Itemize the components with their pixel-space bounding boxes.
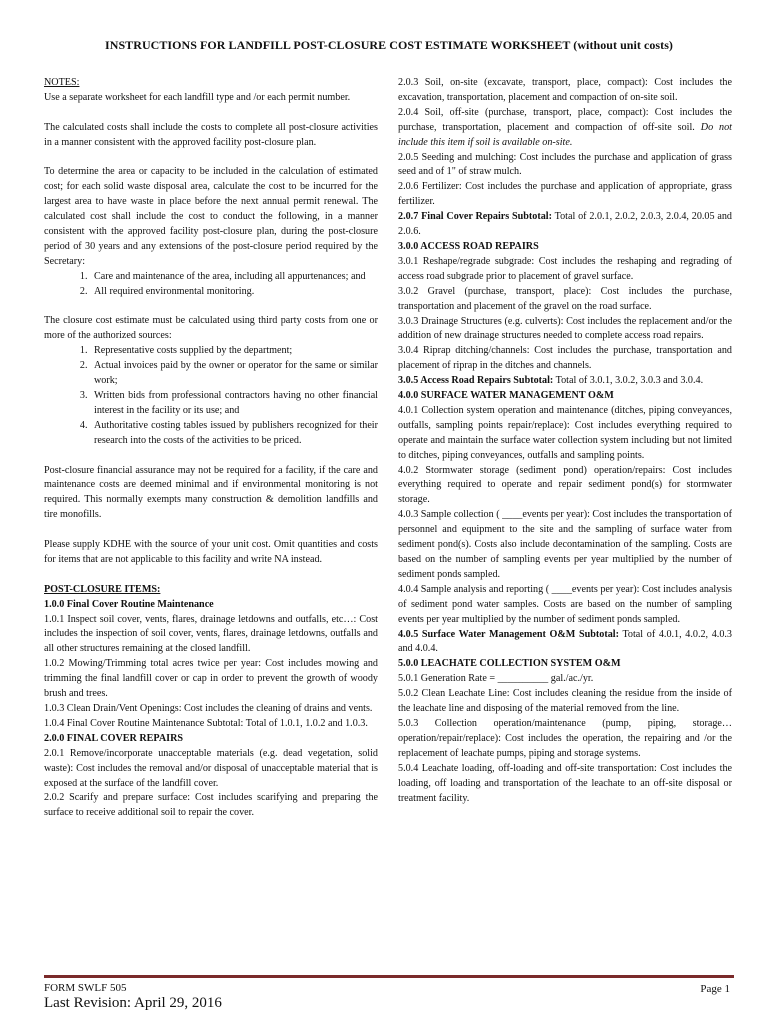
right-column: [398, 76, 732, 806]
item-paragraph: 5.0.3 Collection operation/maintenance (pump, piping, storage…operation/repair/replace): Cost includes the operation, the repairing and /or the replacement of leachate pumps, piping and storage systems.: [398, 717, 732, 759]
item-paragraph: 5.0.4 Leachate loading, off-loading and off-site transportation: Cost includes the loading, off loading and transportation of the leachate to an off-site disposal or treatment facility.: [398, 762, 732, 804]
item-paragraph: 3.0.3 Drainage Structures (e.g. culverts): Cost includes the replacement and/or the addition of new drainage structures needed to complete access road repairs.: [398, 315, 732, 342]
subtotal-label: 4.0.5 Surface Water Management O&M Subtotal:: [398, 628, 619, 640]
note-paragraph: Post-closure financial assurance may not be required for a facility, if the care and maintenance costs are deemed minimal and if environmental monitoring is not required. This normally exempts many construction & demolition landfills and tire monofills.: [44, 464, 378, 521]
item-paragraph: 2.0.5 Seeding and mulching: Cost includes the purchase and application of grass seed and of 1" of straw mulch.: [398, 151, 732, 178]
item-paragraph: 3.0.2 Gravel (purchase, transport, place): Cost includes the purchase, transportation and placement of the gravel on the road surface.: [398, 285, 732, 312]
subtotal-label: 2.0.7 Final Cover Repairs Subtotal:: [398, 211, 552, 223]
item-paragraph: 3.0.4 Riprap ditching/channels: Cost includes the purchase, transportation and placement of riprap in the ditches and channels.: [398, 345, 732, 372]
item-paragraph: 1.0.4 Final Cover Routine Maintenance Subtotal: Total of 1.0.1, 1.0.2 and 1.0.3.: [44, 717, 368, 729]
item-paragraph: 4.0.2 Stormwater storage (sediment pond) operation/repairs: Cost includes everything required to operate and repair sediment pond(s) for stormwater storage.: [398, 464, 732, 506]
note-paragraph: To determine the area or capacity to be included in the calculation of estimated cost; for each solid waste disposal area, calculate the cost to be incurred for the largest area to have waste in place before the next annual permit renewal. The calculated cost shall include the cost to conduct the following, in a manner consistent with the approved facility post-closure plan, during the post-closure period of 30 years and any extensions of the post-closure period required by the Secretary:: [44, 166, 378, 267]
item-note: Do not include this item if soil is available on-site.: [398, 121, 732, 148]
section-heading: 3.0.0 ACCESS ROAD REPAIRS: [398, 240, 539, 252]
item-paragraph: 4.0.4 Sample analysis and reporting ( ____events per year): Cost includes analysis of sediment pond water samples. Costs are based on the number of sampling events per year multiplied by the number of sediment ponds sampled.: [398, 583, 732, 625]
item-paragraph: 3.0.1 Reshape/regrade subgrade: Cost includes the reshaping and regrading of access road subgrade prior to placement of gravel surface.: [398, 255, 732, 282]
item-paragraph: 5.0.2 Clean Leachate Line: Cost includes cleaning the residue from the inside of the leachate line and disposing of the material removed from the line.: [398, 688, 732, 715]
post-closure-care-list: [44, 270, 378, 300]
note-paragraph: Use a separate worksheet for each landfill type and /or each permit number.: [44, 91, 351, 103]
item-paragraph: 1.0.1 Inspect soil cover, vents, flares, drainage letdowns and outfalls, etc…: Cost includes the inspection of soil cover, vents, flares, drainage letdowns, outfalls and all other structures remaining at the closed landfill.: [44, 613, 378, 655]
item-paragraph: 5.0.1 Generation Rate = __________ gal./ac./yr.: [398, 673, 594, 685]
subtotal-paragraph: 4.0.5 Surface Water Management O&M Subtotal: Total of 4.0.1, 4.0.2, 4.0.3 and 4.0.4.: [398, 628, 732, 655]
form-number: FORM SWLF 505: [44, 982, 127, 994]
left-column: [44, 76, 378, 821]
notes-heading: NOTES:: [44, 77, 80, 88]
list-item: 1. Care and maintenance of the area, including all appurtenances; and: [90, 270, 378, 285]
page-title: INSTRUCTIONS FOR LANDFILL POST-CLOSURE COST ESTIMATE WORKSHEET (without unit costs): [105, 38, 673, 52]
item-paragraph: 1.0.2 Mowing/Trimming total acres twice per year: Cost includes mowing and trimming the final landfill cover or cap in order to prevent the growth of woody brush and trees.: [44, 658, 378, 700]
page-number: Page 1: [700, 983, 730, 995]
item-paragraph: 2.0.3 Soil, on-site (excavate, transport, place, compact): Cost includes the excavation, transportation, placement and compaction of on-site soil.: [398, 77, 732, 103]
list-item: 4. Authoritative costing tables issued by publishers recognized for their research into the costs of the activities to be priced.: [90, 419, 378, 449]
item-paragraph: 1.0.3 Clean Drain/Vent Openings: Cost includes the cleaning of drains and vents.: [44, 702, 373, 714]
note-paragraph: The closure cost estimate must be calculated using third party costs from one or more of the authorized sources:: [44, 315, 378, 342]
list-item: 2. All required environmental monitoring.: [90, 285, 378, 300]
list-item: 2. Actual invoices paid by the owner or operator for the same or similar work;: [90, 359, 378, 389]
section-heading: 2.0.0 FINAL COVER REPAIRS: [44, 732, 184, 744]
note-paragraph: Please supply KDHE with the source of your unit cost. Omit quantities and costs for items that are not applicable to this facility and write NA instead.: [44, 539, 378, 565]
last-revision: Last Revision: April 29, 2016: [44, 995, 222, 1011]
item-paragraph: 2.0.4 Soil, off-site (purchase, transport, place, compact): Cost includes the purchase, transportation, placement and compaction of off-site soil. Do not include this item if soil is available on-site.: [398, 106, 732, 148]
note-paragraph: The calculated costs shall include the costs to complete all post-closure activities in a manner consistent with the approved facility post-closure plan.: [44, 121, 378, 148]
list-item: 1. Representative costs supplied by the department;: [90, 344, 378, 359]
item-paragraph: 2.0.1 Remove/incorporate unacceptable materials (e.g. dead vegetation, solid waste): Cost includes the removal and/or disposal of unacceptable material that is exposed at the surface of the landfill cover.: [44, 747, 378, 789]
section-heading: 4.0.0 SURFACE WATER MANAGEMENT O&M: [398, 390, 614, 402]
footer-rule: [44, 975, 734, 978]
item-paragraph: 4.0.1 Collection system operation and maintenance (ditches, piping conveyances, outfalls, sampling points repair/replace): Cost includes everything required to operate and maintain the surface water collection system including but not limited to ditches, piping conveyances, outfalls and sampling points.: [398, 404, 732, 461]
subtotal-paragraph: 2.0.7 Final Cover Repairs Subtotal: Total of 2.0.1, 2.0.2, 2.0.3, 2.0.4, 20.05 and 2.0.6.: [398, 211, 732, 238]
item-paragraph: 4.0.3 Sample collection ( ____events per year): Cost includes the transportation of personnel and equipment to the site and the sampling of surface water from sediment pond(s). Costs also include decontamination of the sampling. Costs are based on the number of sampling events per year multiplied by the number of sediment ponds sampled.: [398, 509, 732, 580]
section-heading: 1.0.0 Final Cover Routine Maintenance: [44, 598, 214, 610]
item-paragraph: 2.0.2 Scarify and prepare surface: Cost includes scarifying and preparing the surface to receive additional soil to repair the cover.: [44, 792, 378, 819]
section-heading: 5.0.0 LEACHATE COLLECTION SYSTEM O&M: [398, 658, 621, 670]
list-item: 3. Written bids from professional contractors having no other financial interest in the facility or its use; and: [90, 389, 378, 419]
authorized-sources-list: [44, 344, 378, 448]
subtotal-paragraph: 3.0.5 Access Road Repairs Subtotal: Total of 3.0.1, 3.0.2, 3.0.3 and 3.0.4.: [398, 375, 704, 387]
subtotal-label: 3.0.5 Access Road Repairs Subtotal:: [398, 375, 554, 387]
post-closure-items-heading: POST-CLOSURE ITEMS:: [44, 583, 161, 595]
item-paragraph: 2.0.6 Fertilizer: Cost includes the purchase and application of appropriate, grass fertilizer.: [398, 181, 732, 208]
